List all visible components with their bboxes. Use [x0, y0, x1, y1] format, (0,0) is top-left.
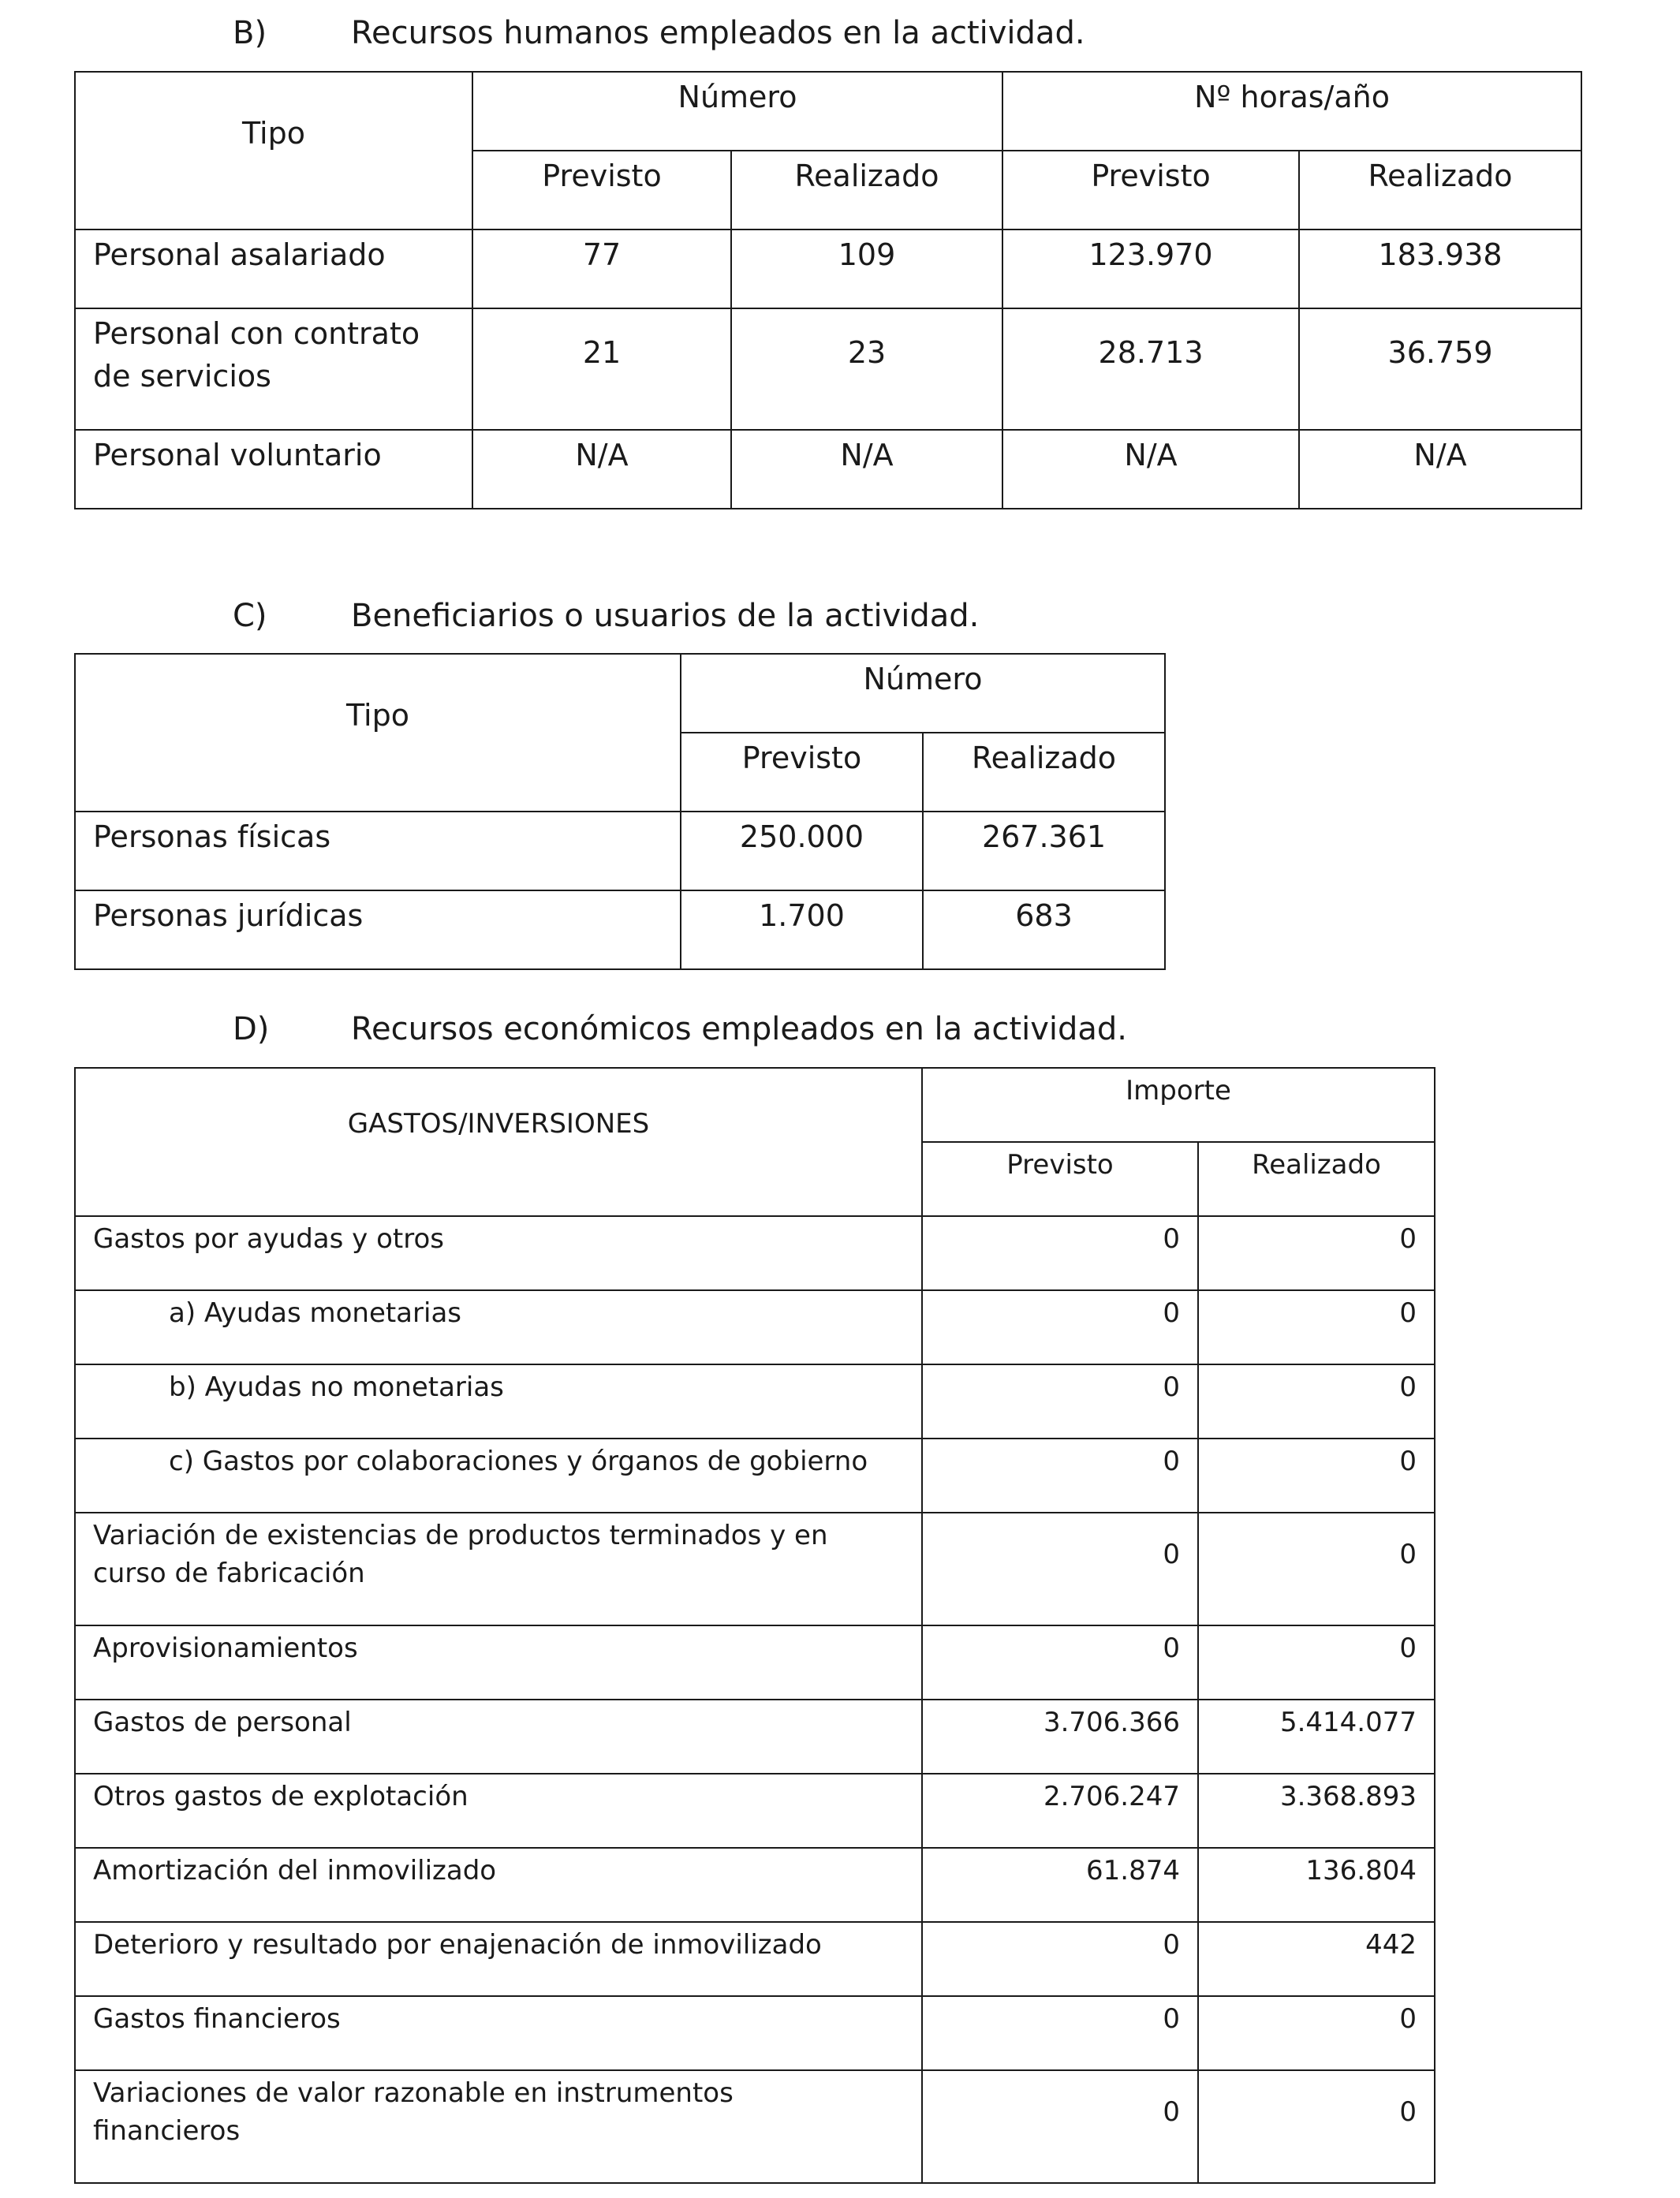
row-label [75, 308, 472, 430]
row-label: Gastos financieros [75, 1996, 922, 2070]
row-label: Personal asalariado [75, 230, 472, 308]
table-row [75, 2070, 1435, 2183]
header-previsto: Previsto [922, 1142, 1198, 1216]
table-row [75, 1922, 1435, 1996]
section-b-title: Recursos humanos empleados en la actividad. [351, 15, 1085, 51]
cell-realizado: 5.414.077 [1198, 1700, 1435, 1774]
cell-num-previsto: N/A [472, 430, 731, 509]
table-row [75, 1774, 1435, 1848]
row-label-line2: curso de fabricación [93, 1558, 365, 1589]
cell-num-realizado: 109 [731, 230, 1002, 308]
table-row [75, 1848, 1435, 1922]
row-label: c) Gastos por colaboraciones y órganos de gobierno [75, 1439, 922, 1513]
table-row [75, 890, 1165, 969]
cell-previsto: 250.000 [681, 812, 923, 890]
table-row [75, 1996, 1435, 2070]
cell-previsto: 0 [922, 2070, 1198, 2183]
table-row [75, 1625, 1435, 1700]
header-gastos: GASTOS/INVERSIONES [75, 1068, 922, 1216]
header-numero: Número [681, 654, 1165, 733]
section-d-letter: D) [233, 1011, 270, 1047]
row-label: Personas físicas [75, 812, 681, 890]
cell-horas-realizado: 183.938 [1299, 230, 1581, 308]
cell-previsto: 0 [922, 1996, 1198, 2070]
row-label: Personal voluntario [75, 430, 472, 509]
cell-previsto: 3.706.366 [922, 1700, 1198, 1774]
cell-horas-realizado: 36.759 [1299, 308, 1581, 430]
section-b-letter: B) [233, 15, 267, 51]
header-horas-previsto: Previsto [1002, 151, 1299, 230]
table-row [75, 1513, 1435, 1625]
table-row [75, 1290, 1435, 1364]
header-horas: Nº horas/año [1002, 72, 1581, 151]
cell-num-realizado: 23 [731, 308, 1002, 430]
cell-horas-previsto: 28.713 [1002, 308, 1299, 430]
cell-realizado: 136.804 [1198, 1848, 1435, 1922]
cell-realizado: 0 [1198, 2070, 1435, 2183]
table-row [75, 430, 1581, 509]
row-label [75, 2070, 922, 2183]
cell-previsto: 0 [922, 1625, 1198, 1700]
row-label-line1: Personal con contrato [93, 316, 420, 351]
header-realizado: Realizado [923, 733, 1165, 812]
cell-realizado: 267.361 [923, 812, 1165, 890]
cell-realizado: 0 [1198, 1364, 1435, 1439]
table-row [75, 1700, 1435, 1774]
cell-previsto: 0 [922, 1439, 1198, 1513]
cell-previsto: 0 [922, 1364, 1198, 1439]
row-label: Gastos de personal [75, 1700, 922, 1774]
cell-previsto: 2.706.247 [922, 1774, 1198, 1848]
cell-realizado: 0 [1198, 1290, 1435, 1364]
section-c-letter: C) [233, 598, 267, 634]
economic-resources-table [74, 1067, 1435, 2184]
table-row [75, 812, 1165, 890]
table-row [75, 308, 1581, 430]
row-label: Gastos por ayudas y otros [75, 1216, 922, 1290]
cell-realizado: 3.368.893 [1198, 1774, 1435, 1848]
section-c-title: Beneficiarios o usuarios de la actividad. [351, 598, 980, 634]
cell-realizado: 0 [1198, 1513, 1435, 1625]
header-horas-realizado: Realizado [1299, 151, 1581, 230]
header-importe: Importe [922, 1068, 1435, 1142]
header-tipo: Tipo [75, 654, 681, 812]
cell-previsto: 0 [922, 1216, 1198, 1290]
row-label: Personas jurídicas [75, 890, 681, 969]
table-row [75, 1439, 1435, 1513]
header-numero: Número [472, 72, 1002, 151]
row-label: Amortización del inmovilizado [75, 1848, 922, 1922]
row-label: b) Ayudas no monetarias [75, 1364, 922, 1439]
row-label-line1: Variaciones de valor razonable en instrumentos [93, 2077, 734, 2109]
cell-realizado: 0 [1198, 1439, 1435, 1513]
header-numero-previsto: Previsto [472, 151, 731, 230]
section-d-title: Recursos económicos empleados en la actividad. [351, 1011, 1127, 1047]
row-label: a) Ayudas monetarias [75, 1290, 922, 1364]
cell-realizado: 0 [1198, 1996, 1435, 2070]
cell-previsto: 61.874 [922, 1848, 1198, 1922]
table-row [75, 1364, 1435, 1439]
row-label: Otros gastos de explotación [75, 1774, 922, 1848]
header-realizado: Realizado [1198, 1142, 1435, 1216]
row-label [75, 1513, 922, 1625]
cell-realizado: 683 [923, 890, 1165, 969]
row-label-line2: financieros [93, 2115, 241, 2147]
header-numero-realizado: Realizado [731, 151, 1002, 230]
table-row [75, 1216, 1435, 1290]
cell-num-previsto: 21 [472, 308, 731, 430]
cell-previsto: 0 [922, 1513, 1198, 1625]
cell-realizado: 0 [1198, 1216, 1435, 1290]
row-label: Aprovisionamientos [75, 1625, 922, 1700]
table-row [75, 230, 1581, 308]
cell-previsto: 1.700 [681, 890, 923, 969]
cell-realizado: 442 [1198, 1922, 1435, 1996]
cell-realizado: 0 [1198, 1625, 1435, 1700]
cell-num-previsto: 77 [472, 230, 731, 308]
row-label-line1: Variación de existencias de productos terminados y en [93, 1520, 828, 1551]
human-resources-table [74, 71, 1582, 509]
cell-horas-previsto: N/A [1002, 430, 1299, 509]
header-previsto: Previsto [681, 733, 923, 812]
cell-num-realizado: N/A [731, 430, 1002, 509]
row-label-line2: de servicios [93, 359, 271, 394]
header-tipo: Tipo [75, 72, 472, 230]
cell-horas-previsto: 123.970 [1002, 230, 1299, 308]
row-label: Deterioro y resultado por enajenación de inmovilizado [75, 1922, 922, 1996]
cell-previsto: 0 [922, 1290, 1198, 1364]
cell-previsto: 0 [922, 1922, 1198, 1996]
cell-horas-realizado: N/A [1299, 430, 1581, 509]
beneficiaries-table [74, 653, 1166, 970]
